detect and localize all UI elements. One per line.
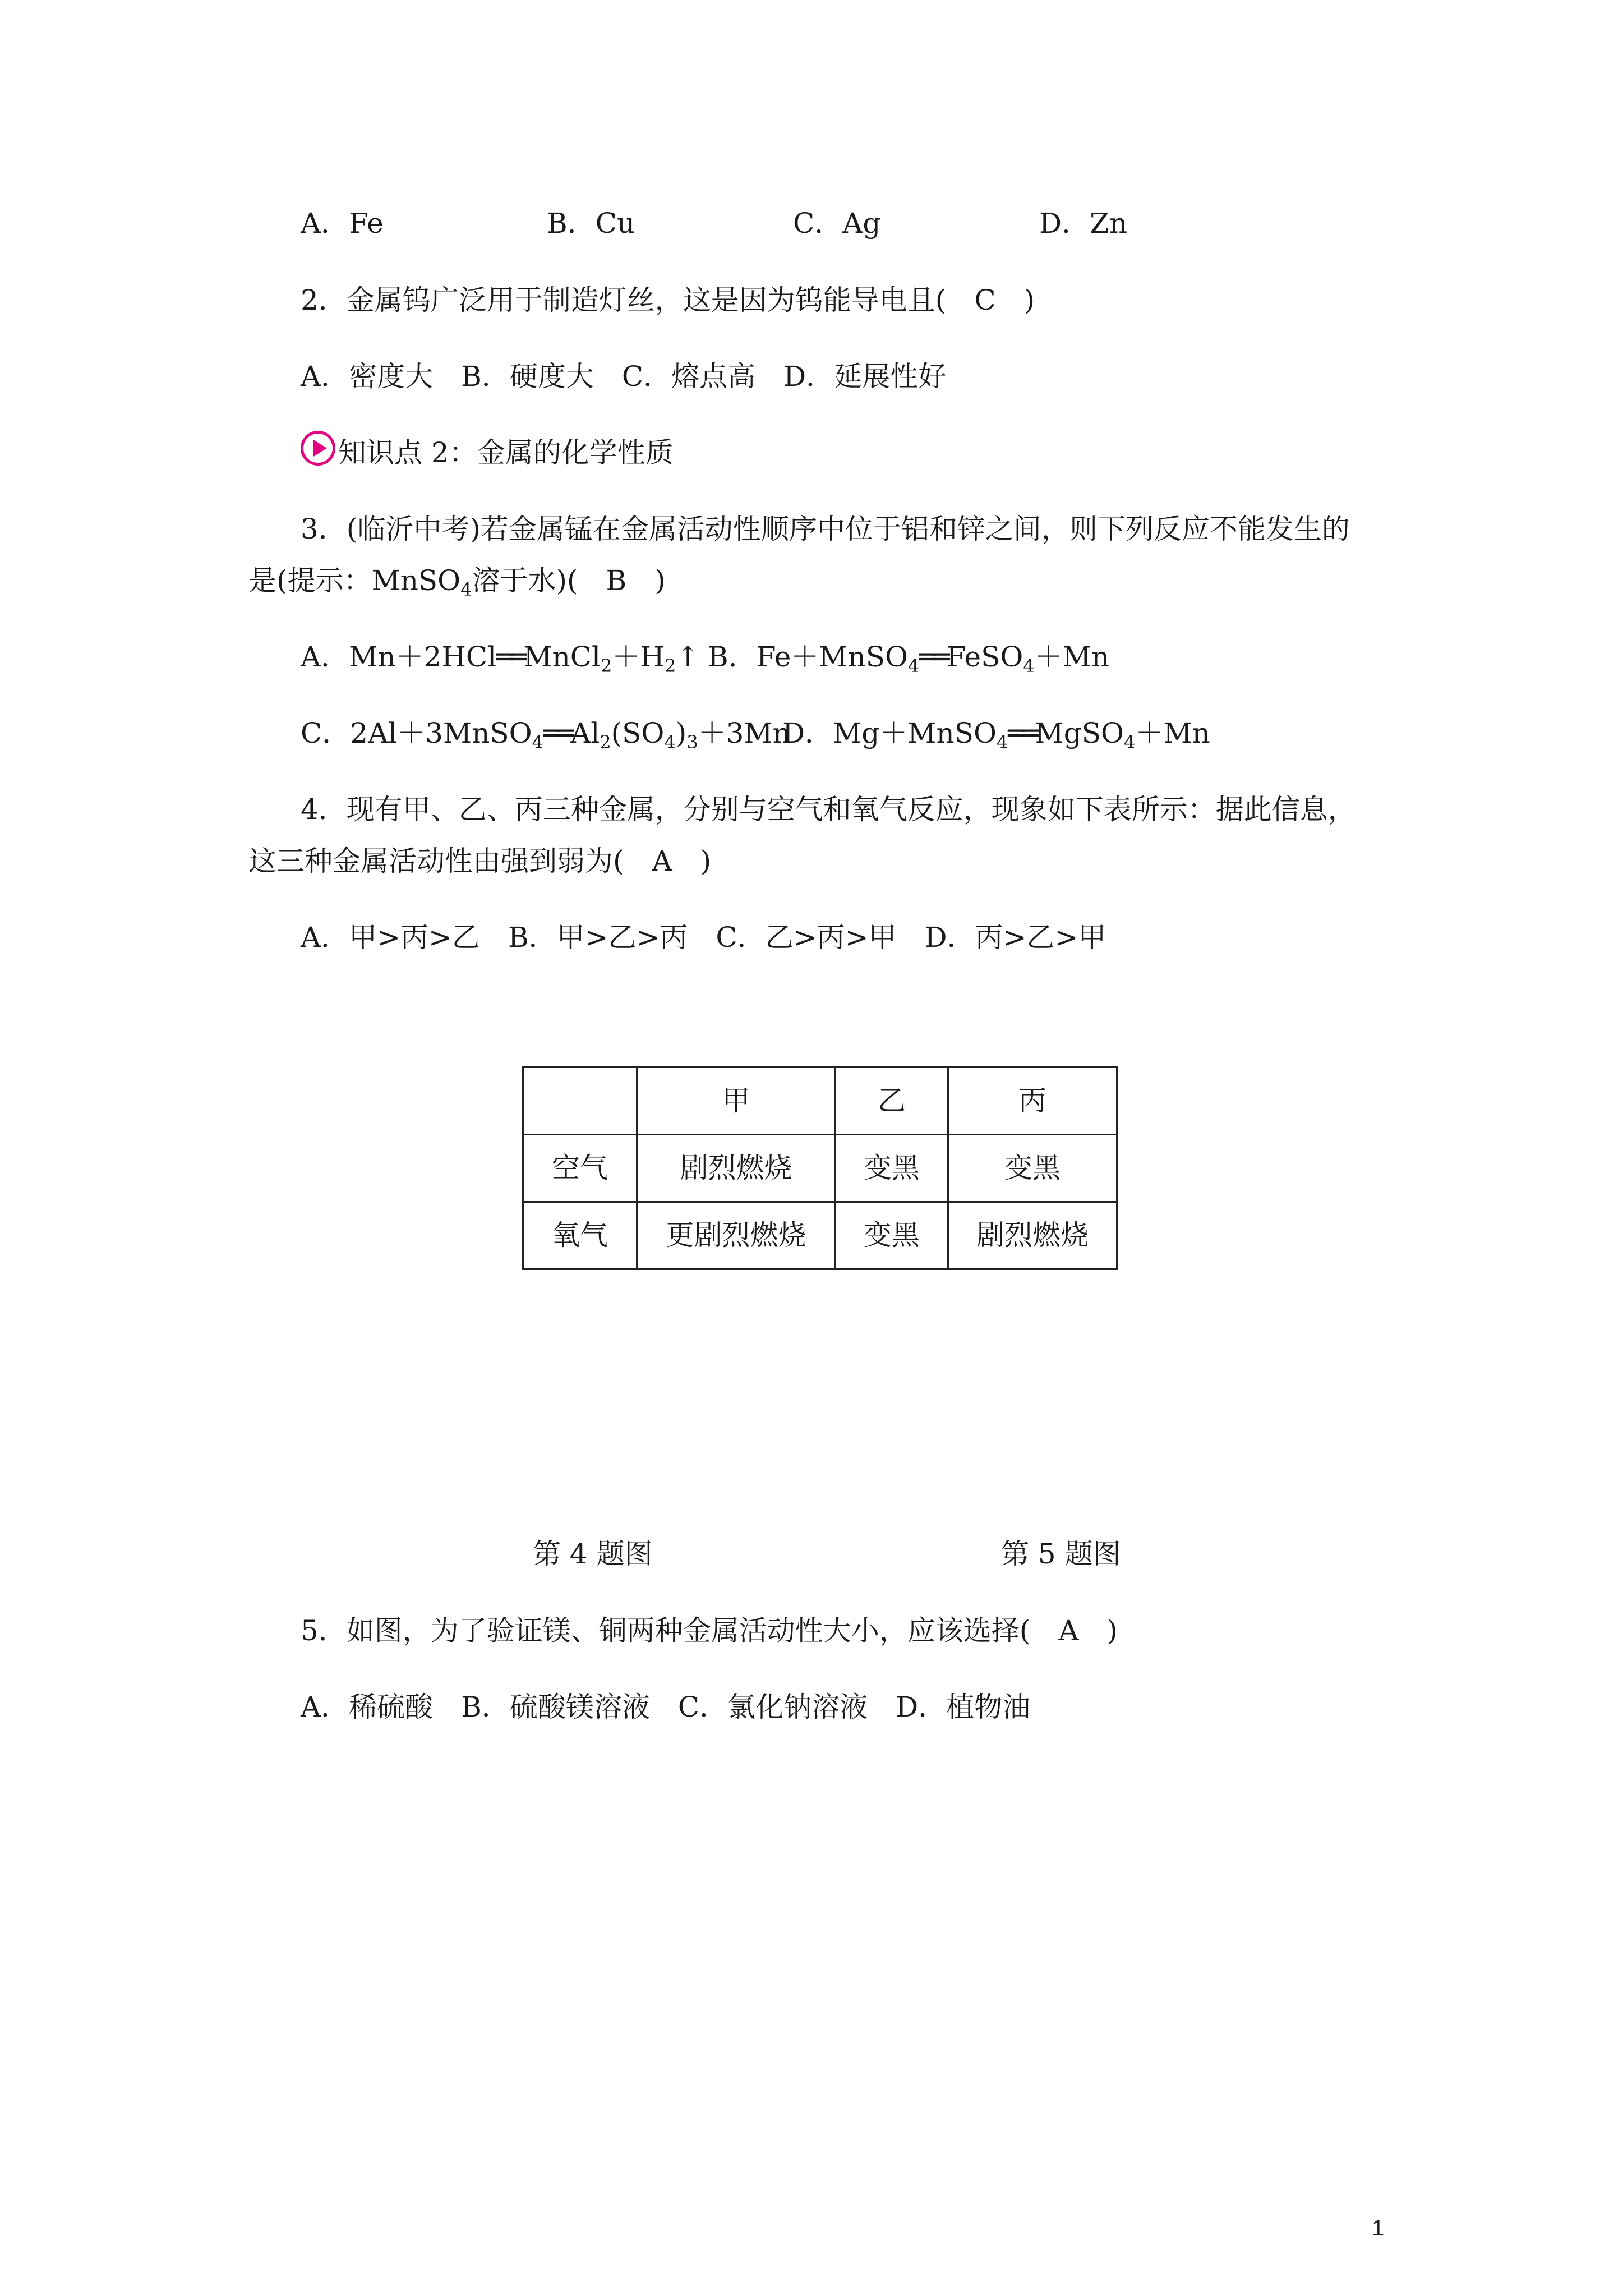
table-header-cell: 乙 bbox=[836, 1068, 948, 1135]
play-circle-icon bbox=[301, 431, 335, 466]
table-header-cell: 丙 bbox=[948, 1068, 1117, 1135]
table-cell: 氧气 bbox=[523, 1202, 637, 1269]
q2-stem: 2．金属钨广泛用于制造灯丝，这是因为钨能导电且( C ) bbox=[301, 284, 1035, 316]
table-cell: 变黑 bbox=[836, 1135, 948, 1202]
q1-option-a: A．Fe bbox=[301, 207, 384, 240]
q4-stem-line2: 这三种金属活动性由强到弱为( A ) bbox=[248, 845, 712, 877]
section-title: 知识点 2：金属的化学性质 bbox=[338, 436, 674, 469]
table-cell: 变黑 bbox=[948, 1135, 1117, 1202]
q3-option-a: A．$Mn+2HCl══MnCl_2+H_2↑$ bbox=[301, 641, 700, 677]
table-cell: 更剧烈燃烧 bbox=[637, 1202, 836, 1269]
q5-stem: 5．如图，为了验证镁、铜两种金属活动性大小，应该选择( A ) bbox=[301, 1614, 1118, 1647]
figure-5-caption: 第 5 题图 bbox=[1001, 1538, 1121, 1570]
q3-option-b: B．Fe＋MnSO$_4$══FeSO$_4$＋Mn bbox=[708, 641, 1110, 677]
table-row bbox=[523, 1202, 1117, 1269]
q2-options: A．密度大 B．硬度大 C．熔点高 D．延展性好 bbox=[301, 360, 947, 393]
q4-options: A．甲>丙>乙 B．甲>乙>丙 C．乙>丙>甲 D．丙>乙>甲 bbox=[301, 921, 1106, 954]
table-cell: 剧烈燃烧 bbox=[948, 1202, 1117, 1269]
table-row bbox=[523, 1135, 1117, 1202]
table-header-row bbox=[523, 1068, 1117, 1135]
q3-stem-line2: 是(提示：MnSO$_4$溶于水)( B ) bbox=[248, 564, 666, 600]
page-number: 1 bbox=[1372, 2216, 1385, 2240]
q1-option-b: B．Cu bbox=[547, 207, 635, 240]
table-cell: 变黑 bbox=[836, 1202, 948, 1269]
metal-reaction-table bbox=[522, 1066, 1118, 1270]
q3-option-c: C．$2Al+3MnSO_4══Al_2(SO_4)_3+3Mn$ bbox=[301, 717, 791, 753]
q5-options: A．稀硫酸 B．硫酸镁溶液 C．氯化钠溶液 D．植物油 bbox=[301, 1691, 1031, 1723]
figure-4-caption: 第 4 题图 bbox=[533, 1538, 653, 1570]
q3-option-d: D．Mg＋MnSO$_4$══MgSO$_4$＋Mn bbox=[782, 717, 1210, 753]
table-cell: 剧烈燃烧 bbox=[637, 1135, 836, 1202]
table-header-cell: 甲 bbox=[637, 1068, 836, 1135]
table-cell: 空气 bbox=[523, 1135, 637, 1202]
table-header-cell bbox=[523, 1068, 637, 1135]
q3-stem-line1: 3．(临沂中考)若金属锰在金属活动性顺序中位于铝和锌之间，则下列反应不能发生的 bbox=[301, 513, 1350, 545]
q1-option-d: D．Zn bbox=[1039, 207, 1128, 240]
q1-option-c: C．Ag bbox=[793, 207, 881, 240]
q4-stem-line1: 4．现有甲、乙、丙三种金属，分别与空气和氧气反应，现象如下表所示：据此信息， bbox=[301, 793, 1356, 826]
